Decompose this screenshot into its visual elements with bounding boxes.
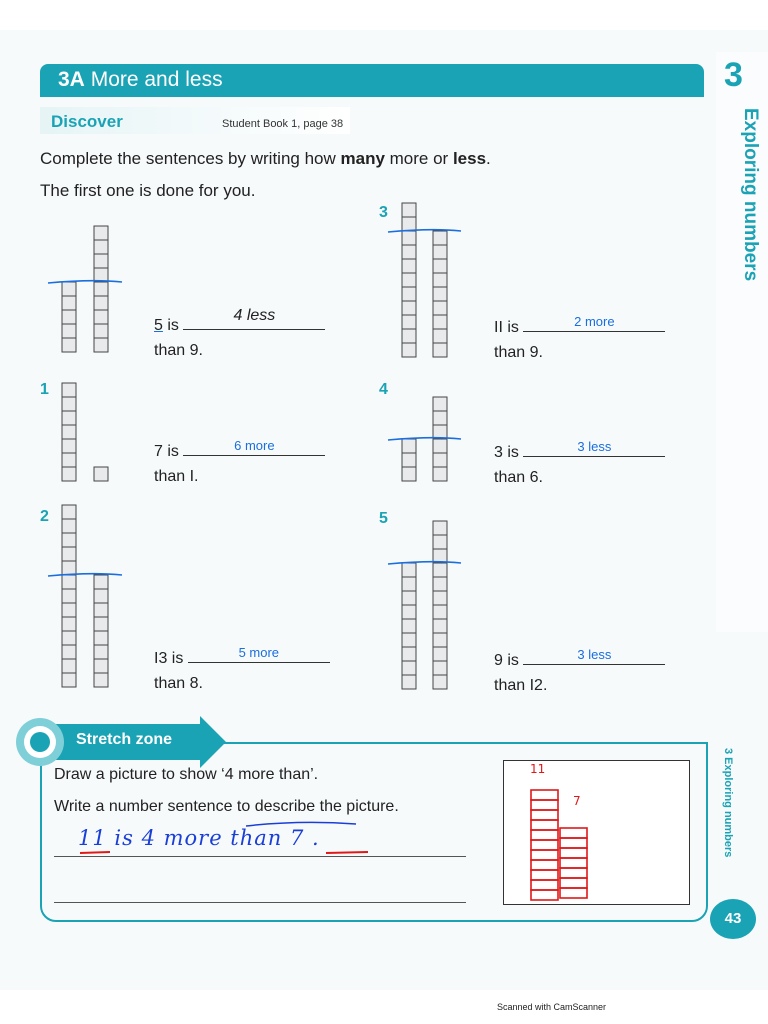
chapter-title-text: Exploring numbers [740, 108, 761, 282]
question-number: 2 [40, 508, 49, 525]
answer-text: 3 less [577, 439, 612, 454]
instruction-line-1: Complete the sentences by writing how many more or less. [40, 149, 491, 168]
lesson-title-text: More and less [90, 68, 223, 91]
question-number: 3 [379, 204, 388, 221]
stretch-zone-label: Stretch zone [76, 731, 173, 748]
drawn-cube [560, 848, 587, 858]
book-reference: Student Book 1, page 38 [222, 118, 344, 130]
drawing-label-11: 11 [530, 762, 546, 776]
chapter-number: 3 [724, 56, 743, 94]
drawn-cube [560, 888, 587, 898]
drawn-cube [560, 878, 587, 888]
answer-text: 4 less [233, 307, 276, 324]
discover-label: Discover [51, 112, 123, 131]
drawn-cube [531, 810, 558, 820]
answer-text: 6 more [234, 438, 275, 453]
drawn-cube [560, 868, 587, 878]
drawing-label-7: 7 [573, 794, 581, 808]
answer-text: 2 more [574, 314, 615, 329]
stretch-task-2: Write a number sentence to describe the picture. [54, 798, 399, 815]
page-number: 43 [710, 899, 756, 939]
question-number: 5 [379, 510, 388, 527]
drawn-cube [531, 890, 558, 900]
stretch-task-1: Draw a picture to show ‘4 more than’. [54, 766, 319, 783]
handwritten-sentence: 11 is 4 more than 7 . [78, 826, 320, 850]
sentence-q3: II is 2 more than 9. [494, 313, 665, 365]
drawn-cube [560, 828, 587, 838]
drawn-cube [531, 870, 558, 880]
drawn-cube [531, 790, 558, 800]
drawn-cube [531, 850, 558, 860]
answer-text: 5 more [238, 645, 280, 660]
drawn-cube [531, 880, 558, 890]
lesson-code: 3A [58, 68, 85, 91]
question-number: 4 [379, 381, 388, 398]
drawn-cube [531, 800, 558, 810]
question-number: 1 [40, 381, 49, 398]
sentence-q2: I3 is 5 more than 8. [154, 644, 330, 696]
sentence-q4: 3 is 3 less than 6. [494, 438, 665, 490]
drawn-cube [531, 820, 558, 830]
footer-side-label: 3 Exploring numbers [722, 748, 734, 858]
answer-text: 3 less [577, 647, 612, 662]
drawn-cube [531, 830, 558, 840]
sentence-example: 5 is 4 less than 9. [154, 311, 325, 363]
scanner-note: Scanned with CamScanner [497, 1002, 607, 1012]
sentence-q5: 9 is 3 less than I2. [494, 646, 665, 698]
drawn-cube [560, 838, 587, 848]
sentence-q1: 7 is 6 more than I. [154, 437, 325, 489]
drawn-cube [560, 858, 587, 868]
instruction-line-2: The first one is done for you. [40, 181, 256, 200]
drawn-cube [531, 840, 558, 850]
drawn-cube [531, 860, 558, 870]
